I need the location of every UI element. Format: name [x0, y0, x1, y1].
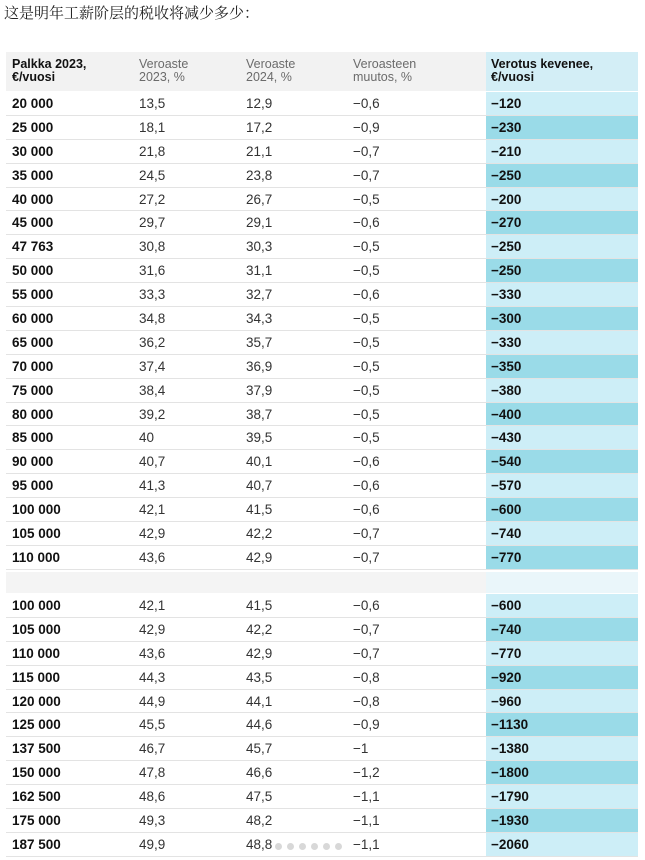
salary-cell: 65 000	[12, 334, 54, 350]
salary-cell: 120 000	[12, 693, 61, 709]
tax-relief-cell: −960	[486, 690, 638, 713]
rate-2023-cell: 44,3	[139, 669, 166, 685]
salary-cell: 47 763	[12, 239, 54, 255]
rate-2023-cell: 33,3	[139, 287, 166, 303]
tax-relief-cell: −920	[486, 666, 638, 689]
table-group-1	[6, 92, 638, 570]
tax-relief-cell: −1790	[486, 785, 638, 808]
rate-2023-cell: 24,5	[139, 167, 166, 183]
table-row	[6, 164, 638, 188]
rate-change-cell: −0,7	[353, 526, 380, 542]
rate-2024-cell: 30,3	[246, 239, 273, 255]
rate-2023-cell: 38,4	[139, 382, 166, 398]
rate-change-cell: −0,7	[353, 143, 380, 159]
rate-2024-cell: 38,7	[246, 406, 273, 422]
tax-relief-cell: −2060	[486, 833, 638, 856]
salary-cell: 30 000	[12, 143, 54, 159]
salary-cell: 90 000	[12, 454, 54, 470]
rate-2023-cell: 46,7	[139, 741, 166, 757]
rate-2024-cell: 32,7	[246, 287, 273, 303]
table-row	[6, 403, 638, 427]
rate-change-cell: −0,7	[353, 621, 380, 637]
header-rate-change: Veroasteen muutos, %	[353, 57, 417, 84]
tax-relief-cell: −1930	[486, 809, 638, 832]
tax-relief-cell: −740	[486, 522, 638, 545]
table-row	[6, 618, 638, 642]
table-row	[6, 92, 638, 116]
rate-2023-cell: 42,9	[139, 526, 166, 542]
tax-relief-cell: −570	[486, 474, 638, 497]
rate-2024-cell: 39,5	[246, 430, 273, 446]
salary-cell: 75 000	[12, 382, 54, 398]
salary-cell: 35 000	[12, 167, 54, 183]
group-separator	[6, 572, 638, 593]
rate-2024-cell: 48,8	[246, 836, 273, 852]
rate-2024-cell: 17,2	[246, 119, 273, 135]
salary-cell: 115 000	[12, 669, 61, 685]
rate-change-cell: −1,2	[353, 765, 380, 781]
table-row	[6, 785, 638, 809]
table-row	[6, 259, 638, 283]
carousel-dot[interactable]	[335, 843, 342, 850]
salary-cell: 100 000	[12, 598, 61, 613]
rate-2023-cell: 43,6	[139, 549, 166, 565]
table-row	[6, 761, 638, 785]
rate-2023-cell: 39,2	[139, 406, 166, 422]
rate-2023-cell: 49,3	[139, 813, 166, 829]
rate-2023-cell: 42,1	[139, 502, 166, 518]
rate-2024-cell: 41,5	[246, 502, 273, 518]
rate-2024-cell: 21,1	[246, 143, 273, 159]
table-header	[6, 52, 638, 91]
rate-2024-cell: 48,2	[246, 813, 273, 829]
rate-2023-cell: 41,3	[139, 478, 166, 494]
rate-2024-cell: 43,5	[246, 669, 273, 685]
rate-2024-cell: 42,2	[246, 526, 273, 542]
tax-table	[6, 52, 638, 860]
tax-relief-cell: −740	[486, 618, 638, 641]
table-row	[6, 737, 638, 761]
tax-relief-cell: −540	[486, 450, 638, 473]
rate-2023-cell: 13,5	[139, 96, 166, 111]
salary-cell: 25 000	[12, 119, 54, 135]
tax-relief-cell: −270	[486, 211, 638, 234]
table-row	[6, 331, 638, 355]
table-row	[6, 450, 638, 474]
rate-2023-cell: 47,8	[139, 765, 166, 781]
rate-2024-cell: 40,7	[246, 478, 273, 494]
salary-cell: 100 000	[12, 502, 61, 518]
rate-2023-cell: 29,7	[139, 215, 166, 231]
tax-relief-cell: −1130	[486, 713, 638, 736]
table-row	[6, 546, 638, 570]
rate-change-cell: −0,6	[353, 287, 380, 303]
rate-2024-cell: 36,9	[246, 358, 273, 374]
salary-cell: 105 000	[12, 621, 61, 637]
rate-2024-cell: 47,5	[246, 789, 273, 805]
rate-2023-cell: 42,1	[139, 598, 166, 613]
rate-2024-cell: 37,9	[246, 382, 273, 398]
rate-2023-cell: 44,9	[139, 693, 166, 709]
carousel-dots[interactable]	[275, 837, 347, 851]
rate-2023-cell: 27,2	[139, 191, 166, 207]
salary-cell: 20 000	[12, 96, 54, 111]
rate-change-cell: −0,9	[353, 717, 380, 733]
header-tax-relief: Verotus kevenee, €/vuosi	[486, 52, 638, 91]
table-row	[6, 713, 638, 737]
tax-relief-cell: −600	[486, 594, 638, 617]
rate-change-cell: −1,1	[353, 836, 380, 852]
rate-2023-cell: 43,6	[139, 645, 166, 661]
table-row	[6, 140, 638, 164]
rate-2024-cell: 34,3	[246, 311, 273, 327]
table-row	[6, 211, 638, 235]
salary-cell: 85 000	[12, 430, 54, 446]
rate-change-cell: −0,6	[353, 502, 380, 518]
table-row	[6, 474, 638, 498]
rate-change-cell: −0,8	[353, 693, 380, 709]
rate-change-cell: −0,6	[353, 478, 380, 494]
tax-relief-cell: −330	[486, 283, 638, 306]
salary-cell: 80 000	[12, 406, 54, 422]
table-row	[6, 283, 638, 307]
header-salary: Palkka 2023, €/vuosi	[12, 57, 87, 84]
rate-2023-cell: 18,1	[139, 119, 166, 135]
table-row	[6, 642, 638, 666]
rate-change-cell: −0,8	[353, 669, 380, 685]
table-group-2	[6, 594, 638, 857]
salary-cell: 95 000	[12, 478, 54, 494]
rate-2024-cell: 42,2	[246, 621, 273, 637]
rate-change-cell: −0,7	[353, 549, 380, 565]
rate-2024-cell: 44,6	[246, 717, 273, 733]
rate-2023-cell: 42,9	[139, 621, 166, 637]
tax-relief-cell: −600	[486, 498, 638, 521]
table-row	[6, 426, 638, 450]
tax-relief-cell: −380	[486, 379, 638, 402]
rate-2024-cell: 41,5	[246, 598, 273, 613]
rate-2023-cell: 45,5	[139, 717, 166, 733]
tax-relief-cell: −210	[486, 140, 638, 163]
tax-relief-cell: −350	[486, 355, 638, 378]
carousel-dot[interactable]	[299, 843, 306, 850]
salary-cell: 137 500	[12, 741, 61, 757]
table-row	[6, 690, 638, 714]
rate-2023-cell: 40	[139, 430, 155, 446]
header-rate-2024: Veroaste 2024, %	[246, 57, 296, 84]
table-row	[6, 522, 638, 546]
tax-relief-cell: −300	[486, 307, 638, 330]
table-row	[6, 235, 638, 259]
rate-2023-cell: 37,4	[139, 358, 166, 374]
salary-cell: 60 000	[12, 311, 54, 327]
salary-cell: 70 000	[12, 358, 54, 374]
rate-change-cell: −0,5	[353, 358, 380, 374]
rate-change-cell: −1,1	[353, 813, 380, 829]
rate-change-cell: −0,5	[353, 191, 380, 207]
rate-2023-cell: 49,9	[139, 836, 166, 852]
rate-change-cell: −0,7	[353, 167, 380, 183]
rate-2023-cell: 21,8	[139, 143, 166, 159]
rate-2024-cell: 46,6	[246, 765, 273, 781]
rate-2024-cell: 40,1	[246, 454, 273, 470]
rate-change-cell: −0,5	[353, 263, 380, 279]
rate-change-cell: −0,5	[353, 382, 380, 398]
rate-change-cell: −0,9	[353, 119, 380, 135]
salary-cell: 175 000	[12, 813, 61, 829]
rate-2024-cell: 31,1	[246, 263, 273, 279]
rate-2023-cell: 40,7	[139, 454, 166, 470]
rate-change-cell: −0,5	[353, 406, 380, 422]
table-row	[6, 498, 638, 522]
tax-relief-cell: −430	[486, 426, 638, 449]
salary-cell: 110 000	[12, 549, 61, 565]
salary-cell: 162 500	[12, 789, 61, 805]
salary-cell: 105 000	[12, 526, 61, 542]
tax-relief-cell: −400	[486, 403, 638, 426]
tax-relief-cell: −250	[486, 235, 638, 258]
rate-change-cell: −0,6	[353, 96, 380, 111]
salary-cell: 40 000	[12, 191, 54, 207]
rate-change-cell: −0,7	[353, 645, 380, 661]
caption: 这是明年工薪阶层的税收将减少多少：	[4, 4, 260, 22]
rate-2024-cell: 44,1	[246, 693, 273, 709]
tax-relief-cell: −330	[486, 331, 638, 354]
rate-change-cell: −0,5	[353, 430, 380, 446]
table-row	[6, 594, 638, 618]
salary-cell: 55 000	[12, 287, 54, 303]
table-row	[6, 666, 638, 690]
rate-2024-cell: 29,1	[246, 215, 273, 231]
rate-change-cell: −1	[353, 741, 369, 757]
tax-relief-cell: −200	[486, 188, 638, 211]
header-rate-2023: Veroaste 2023, %	[139, 57, 189, 84]
tax-relief-cell: −230	[486, 116, 638, 139]
rate-change-cell: −1,1	[353, 789, 380, 805]
rate-change-cell: −0,5	[353, 334, 380, 350]
table-row	[6, 188, 638, 212]
tax-relief-cell: −770	[486, 546, 638, 569]
rate-change-cell: −0,6	[353, 454, 380, 470]
rate-2024-cell: 42,9	[246, 645, 273, 661]
rate-change-cell: −0,5	[353, 311, 380, 327]
table-row	[6, 355, 638, 379]
table-row	[6, 307, 638, 331]
rate-2023-cell: 48,6	[139, 789, 166, 805]
carousel-dot[interactable]	[311, 843, 318, 850]
salary-cell: 150 000	[12, 765, 61, 781]
carousel-dot[interactable]	[287, 843, 294, 850]
rate-2024-cell: 12,9	[246, 96, 273, 111]
rate-2024-cell: 35,7	[246, 334, 273, 350]
rate-2023-cell: 34,8	[139, 311, 166, 327]
tax-relief-cell: −770	[486, 642, 638, 665]
table-row	[6, 116, 638, 140]
carousel-dot[interactable]	[275, 843, 282, 850]
carousel-dot[interactable]	[323, 843, 330, 850]
salary-cell: 45 000	[12, 215, 54, 231]
rate-change-cell: −0,6	[353, 215, 380, 231]
tax-relief-cell: −1380	[486, 737, 638, 760]
rate-2024-cell: 45,7	[246, 741, 273, 757]
rate-2023-cell: 31,6	[139, 263, 166, 279]
rate-change-cell: −0,6	[353, 598, 380, 613]
tax-relief-cell: −120	[486, 92, 638, 115]
rate-2024-cell: 23,8	[246, 167, 273, 183]
salary-cell: 50 000	[12, 263, 54, 279]
salary-cell: 187 500	[12, 836, 61, 852]
rate-2024-cell: 42,9	[246, 549, 273, 565]
rate-change-cell: −0,5	[353, 239, 380, 255]
rate-2023-cell: 30,8	[139, 239, 166, 255]
tax-relief-cell: −1800	[486, 761, 638, 784]
salary-cell: 110 000	[12, 645, 61, 661]
rate-2023-cell: 36,2	[139, 334, 166, 350]
tax-relief-cell: −250	[486, 259, 638, 282]
table-row	[6, 809, 638, 833]
tax-relief-cell: −250	[486, 164, 638, 187]
salary-cell: 125 000	[12, 717, 61, 733]
table-row	[6, 379, 638, 403]
rate-2024-cell: 26,7	[246, 191, 273, 207]
